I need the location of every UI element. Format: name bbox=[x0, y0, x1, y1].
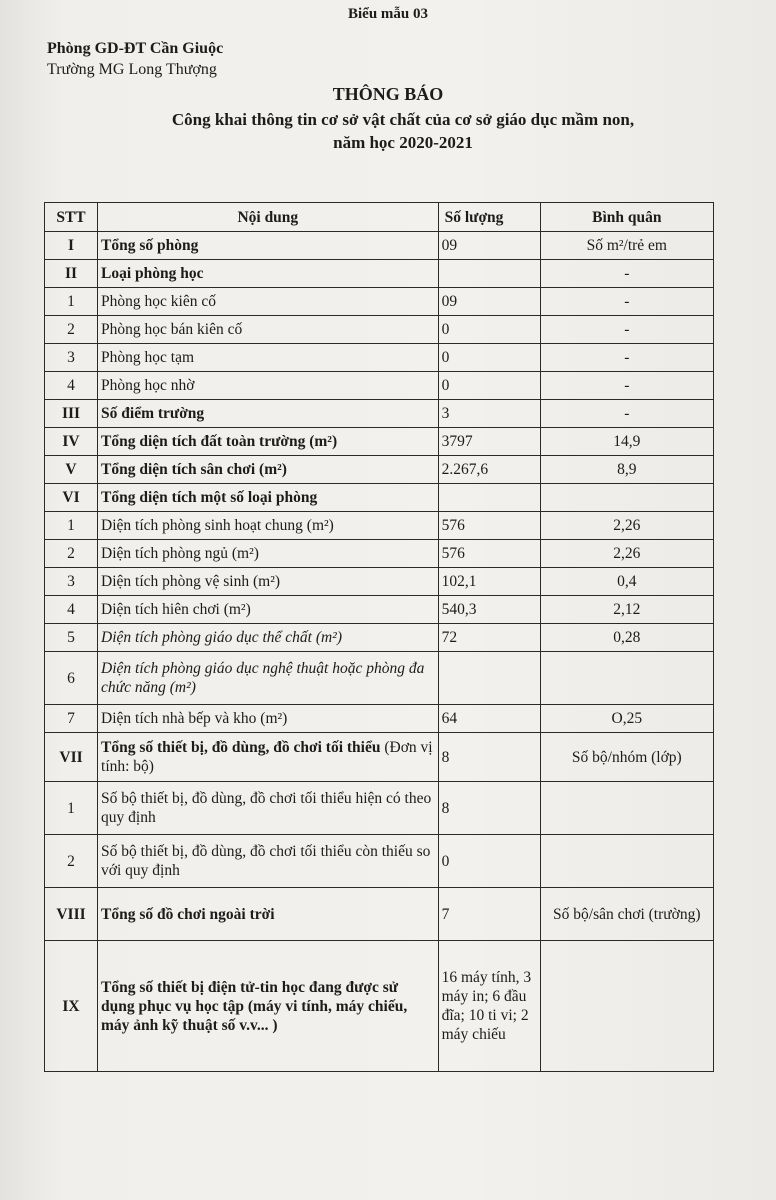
row-content: Tổng diện tích một số loại phòng bbox=[98, 484, 439, 512]
row-quantity: 0 bbox=[438, 835, 540, 888]
row-average: - bbox=[540, 316, 713, 344]
table-row bbox=[45, 316, 714, 344]
row-quantity: 102,1 bbox=[438, 568, 540, 596]
row-stt: VI bbox=[45, 484, 98, 512]
row-average: 0,28 bbox=[540, 624, 713, 652]
row-content: Diện tích phòng vệ sinh (m²) bbox=[98, 568, 439, 596]
row-average: - bbox=[540, 400, 713, 428]
table-header-row bbox=[45, 203, 714, 232]
table-row bbox=[45, 888, 714, 941]
row-content: Số bộ thiết bị, đồ dùng, đồ chơi tối thiểu còn thiếu so với quy định bbox=[98, 835, 439, 888]
row-content: Tổng diện tích đất toàn trường (m²) bbox=[98, 428, 439, 456]
table-row bbox=[45, 624, 714, 652]
row-content: Diện tích phòng ngủ (m²) bbox=[98, 540, 439, 568]
document-subtitle-line2: năm học 2020-2021 bbox=[333, 133, 473, 152]
row-stt: I bbox=[45, 232, 98, 260]
row-stt: 5 bbox=[45, 624, 98, 652]
form-number: Biểu mẫu 03 bbox=[347, 6, 428, 22]
row-content: Số điểm trường bbox=[98, 400, 439, 428]
table-row bbox=[45, 456, 714, 484]
row-quantity: 576 bbox=[438, 512, 540, 540]
table-row bbox=[45, 540, 714, 568]
row-content: Tổng số đồ chơi ngoài trời bbox=[98, 888, 439, 941]
row-quantity: 540,3 bbox=[438, 596, 540, 624]
row-average: - bbox=[540, 372, 713, 400]
row-stt: 3 bbox=[45, 344, 98, 372]
row-quantity: 09 bbox=[438, 288, 540, 316]
row-quantity: 3 bbox=[438, 400, 540, 428]
table-row bbox=[45, 512, 714, 540]
row-quantity: 72 bbox=[438, 624, 540, 652]
row-quantity: 2.267,6 bbox=[438, 456, 540, 484]
row-content-bold: Tổng số thiết bị, đồ dùng, đồ chơi tối thiểu bbox=[101, 739, 381, 756]
row-average bbox=[540, 782, 713, 835]
row-average: Số bộ/nhóm (lớp) bbox=[540, 733, 713, 782]
row-stt: 1 bbox=[45, 782, 98, 835]
row-stt: 2 bbox=[45, 316, 98, 344]
row-stt: II bbox=[45, 260, 98, 288]
table-row bbox=[45, 705, 714, 733]
row-stt: 6 bbox=[45, 652, 98, 705]
table-row bbox=[45, 428, 714, 456]
table-row bbox=[45, 344, 714, 372]
row-average bbox=[540, 941, 713, 1072]
row-content: Diện tích phòng sinh hoạt chung (m²) bbox=[98, 512, 439, 540]
row-average: Số m²/trẻ em bbox=[540, 232, 713, 260]
row-quantity: 8 bbox=[438, 733, 540, 782]
row-quantity: 0 bbox=[438, 372, 540, 400]
row-quantity: 16 máy tính, 3 máy in; 6 đầu đĩa; 10 ti vi; 2 máy chiếu bbox=[438, 941, 540, 1072]
table-row bbox=[45, 568, 714, 596]
row-quantity: 3797 bbox=[438, 428, 540, 456]
table-row bbox=[45, 733, 714, 782]
table-row bbox=[45, 372, 714, 400]
row-content: Phòng học tạm bbox=[98, 344, 439, 372]
table-row bbox=[45, 782, 714, 835]
row-stt: 1 bbox=[45, 288, 98, 316]
row-stt: VIII bbox=[45, 888, 98, 941]
row-average: 2,12 bbox=[540, 596, 713, 624]
row-quantity bbox=[438, 652, 540, 705]
row-average: O,25 bbox=[540, 705, 713, 733]
row-quantity: 64 bbox=[438, 705, 540, 733]
row-content bbox=[98, 733, 439, 782]
row-content: Phòng học kiên cố bbox=[98, 288, 439, 316]
document-title: THÔNG BÁO bbox=[332, 84, 444, 104]
row-average: 2,26 bbox=[540, 512, 713, 540]
row-quantity bbox=[438, 260, 540, 288]
column-header-average: Bình quân bbox=[540, 203, 713, 232]
column-header-content: Nội dung bbox=[98, 203, 439, 232]
row-quantity: 09 bbox=[438, 232, 540, 260]
row-stt: V bbox=[45, 456, 98, 484]
table-row bbox=[45, 484, 714, 512]
row-average: - bbox=[540, 260, 713, 288]
row-content: Phòng học bán kiên cố bbox=[98, 316, 439, 344]
facilities-table bbox=[44, 202, 714, 1072]
table-row bbox=[45, 652, 714, 705]
column-header-quantity: Số lượng bbox=[438, 203, 540, 232]
table-row bbox=[45, 260, 714, 288]
row-stt: III bbox=[45, 400, 98, 428]
row-content: Phòng học nhờ bbox=[98, 372, 439, 400]
row-average: Số bộ/sân chơi (trường) bbox=[540, 888, 713, 941]
row-stt: IX bbox=[45, 941, 98, 1072]
row-quantity: 0 bbox=[438, 344, 540, 372]
row-stt: 3 bbox=[45, 568, 98, 596]
row-stt: 1 bbox=[45, 512, 98, 540]
row-stt: 7 bbox=[45, 705, 98, 733]
row-average bbox=[540, 484, 713, 512]
row-average: 0,4 bbox=[540, 568, 713, 596]
row-average: - bbox=[540, 344, 713, 372]
row-content: Diện tích phòng giáo dục nghệ thuật hoặc phòng đa chức năng (m²) bbox=[98, 652, 439, 705]
row-stt: 2 bbox=[45, 835, 98, 888]
table-row bbox=[45, 232, 714, 260]
row-content: Tổng số thiết bị điện tử-tin học đang được sử dụng phục vụ học tập (máy vi tính, máy chiếu, máy ảnh kỹ thuật số v.v... ) bbox=[98, 941, 439, 1072]
row-content-unit: (Đơn vị tính: bộ) bbox=[101, 739, 433, 775]
table-row bbox=[45, 835, 714, 888]
column-header-stt: STT bbox=[45, 203, 98, 232]
row-stt: 4 bbox=[45, 596, 98, 624]
row-content: Loại phòng học bbox=[98, 260, 439, 288]
row-content: Tổng diện tích sân chơi (m²) bbox=[98, 456, 439, 484]
document-subtitle-line1: Công khai thông tin cơ sở vật chất của cơ sở giáo dục mầm non, bbox=[171, 110, 635, 129]
row-stt: 4 bbox=[45, 372, 98, 400]
department-name: Phòng GD-ĐT Cần Giuộc bbox=[47, 40, 224, 57]
row-content: Số bộ thiết bị, đồ dùng, đồ chơi tối thiểu hiện có theo quy định bbox=[98, 782, 439, 835]
table-row bbox=[45, 288, 714, 316]
row-quantity: 8 bbox=[438, 782, 540, 835]
row-average: 8,9 bbox=[540, 456, 713, 484]
row-quantity: 0 bbox=[438, 316, 540, 344]
row-stt: IV bbox=[45, 428, 98, 456]
row-quantity bbox=[438, 484, 540, 512]
table-row bbox=[45, 941, 714, 1072]
row-average bbox=[540, 835, 713, 888]
row-content: Diện tích hiên chơi (m²) bbox=[98, 596, 439, 624]
row-average bbox=[540, 652, 713, 705]
table-row bbox=[45, 596, 714, 624]
row-quantity: 7 bbox=[438, 888, 540, 941]
row-average: 2,26 bbox=[540, 540, 713, 568]
row-quantity: 576 bbox=[438, 540, 540, 568]
table-row bbox=[45, 400, 714, 428]
row-content: Diện tích nhà bếp và kho (m²) bbox=[98, 705, 439, 733]
school-name: Trường MG Long Thượng bbox=[47, 61, 217, 78]
row-average: - bbox=[540, 288, 713, 316]
row-stt: VII bbox=[45, 733, 98, 782]
row-stt: 2 bbox=[45, 540, 98, 568]
row-content: Diện tích phòng giáo dục thể chất (m²) bbox=[98, 624, 439, 652]
row-average: 14,9 bbox=[540, 428, 713, 456]
row-content: Tổng số phòng bbox=[98, 232, 439, 260]
